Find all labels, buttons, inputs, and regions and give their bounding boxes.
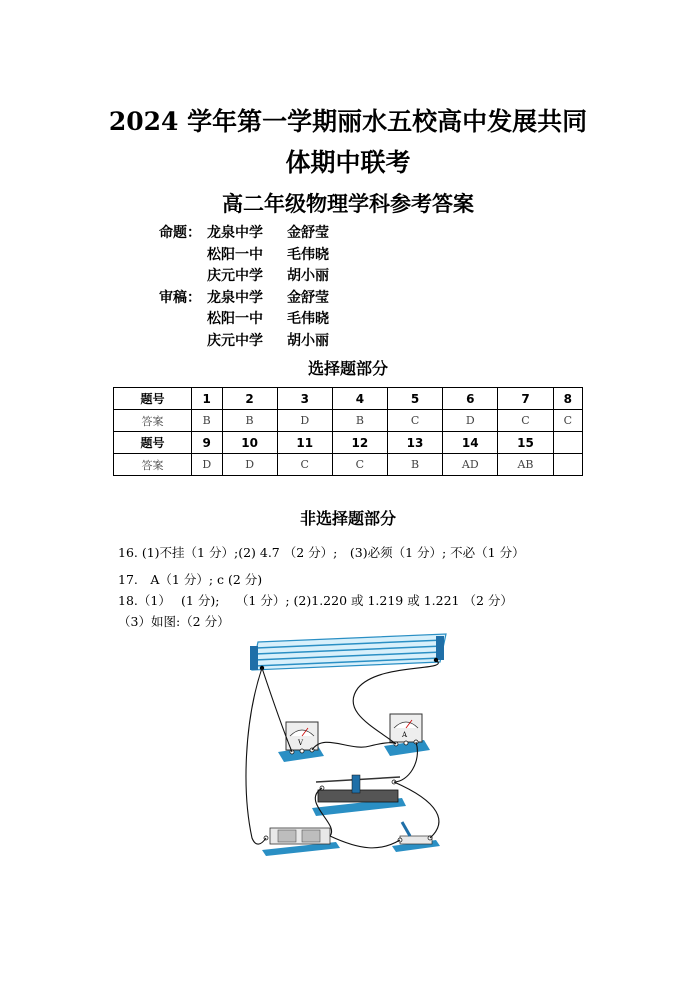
staff-school: 龙泉中学 — [207, 289, 263, 306]
row-header-cell: 答案 — [114, 410, 192, 432]
answer-key-subtitle: 高二年级物理学科参考答案 — [222, 191, 474, 216]
table-cell: B — [191, 410, 222, 432]
table-cell: D — [443, 410, 498, 432]
row-header-cell: 题号 — [114, 388, 192, 410]
row-header-cell: 题号 — [114, 432, 192, 454]
ammeter — [384, 714, 430, 756]
staff-row — [159, 245, 329, 267]
table-cell: AB — [498, 454, 553, 476]
table-cell: B — [332, 410, 387, 432]
table-cell: 8 — [553, 388, 582, 410]
answer-row — [114, 454, 583, 476]
answer-q16: 16. (1)不挂（1 分）;(2) 4.7 （2 分）; (3)必须（1 分）; 不必（1 分） — [118, 545, 525, 560]
answer-q18: 18.（1） (1 分); （1 分）; (2)1.220 或 1.219 或 1.221 （2 分） — [118, 593, 513, 608]
exam-title-line2: 体期中联考 — [285, 148, 411, 177]
row-header-cell: 答案 — [114, 454, 192, 476]
table-cell: C — [332, 454, 387, 476]
table-cell: 15 — [498, 432, 553, 454]
answer-q17: 17. A（1 分）; c (2 分) — [118, 572, 263, 587]
staff-school: 庆元中学 — [207, 332, 263, 349]
staff-name: 毛伟晓 — [287, 246, 329, 263]
rheostat — [312, 775, 406, 816]
staff-name: 胡小丽 — [287, 268, 329, 284]
table-cell: C — [553, 410, 582, 432]
staff-list — [159, 223, 329, 352]
table-cell: 13 — [387, 432, 442, 454]
answer-table — [113, 387, 583, 476]
table-cell — [553, 432, 582, 454]
table-cell: D — [191, 454, 222, 476]
table-cell: B — [387, 454, 442, 476]
connecting-wires — [246, 660, 439, 848]
table-cell: 5 — [387, 388, 442, 410]
table-cell: 10 — [222, 432, 277, 454]
wire-frame — [250, 634, 446, 670]
ammeter-label: A — [402, 731, 408, 739]
question-number-row — [114, 388, 583, 410]
voltmeter — [278, 722, 324, 762]
exam-title-line1: 2024 学年第一学期丽水五校高中发展共同 — [108, 107, 588, 136]
staff-role: 审稿： — [159, 289, 201, 306]
table-cell: C — [387, 410, 442, 432]
staff-name: 金舒莹 — [287, 225, 329, 241]
staff-name: 毛伟晓 — [287, 311, 329, 327]
table-cell: 3 — [277, 388, 332, 410]
staff-row — [159, 331, 329, 353]
battery-holder — [262, 828, 340, 856]
staff-name: 胡小丽 — [287, 332, 329, 349]
staff-row — [159, 309, 329, 331]
table-cell: 9 — [191, 432, 222, 454]
voltmeter-label: V — [298, 739, 304, 747]
table-cell: 1 — [191, 388, 222, 410]
answer-q18-part3: （3）如图:（2 分） — [118, 614, 230, 629]
table-cell: D — [222, 454, 277, 476]
switch — [392, 822, 440, 852]
staff-school: 庆元中学 — [207, 268, 263, 284]
table-cell: 6 — [443, 388, 498, 410]
nonchoice-section-heading: 非选择题部分 — [299, 509, 396, 528]
table-cell: AD — [443, 454, 498, 476]
staff-name: 金舒莹 — [287, 289, 329, 306]
staff-school: 松阳一中 — [207, 246, 263, 263]
table-cell: B — [222, 410, 277, 432]
table-cell: 12 — [332, 432, 387, 454]
staff-row — [159, 223, 329, 245]
answer-row — [114, 410, 583, 432]
question-number-row — [114, 432, 583, 454]
choice-section-heading: 选择题部分 — [307, 359, 388, 378]
staff-school: 龙泉中学 — [207, 225, 263, 241]
staff-role: 命题： — [159, 225, 201, 241]
table-cell: C — [277, 454, 332, 476]
staff-school: 松阳一中 — [207, 311, 263, 327]
table-cell: 14 — [443, 432, 498, 454]
staff-row — [159, 288, 329, 310]
table-cell: 4 — [332, 388, 387, 410]
table-cell: D — [277, 410, 332, 432]
circuit-diagram — [240, 632, 455, 860]
staff-row — [159, 266, 329, 288]
table-cell — [553, 454, 582, 476]
table-cell: 2 — [222, 388, 277, 410]
table-cell: C — [498, 410, 553, 432]
table-cell: 11 — [277, 432, 332, 454]
table-cell: 7 — [498, 388, 553, 410]
